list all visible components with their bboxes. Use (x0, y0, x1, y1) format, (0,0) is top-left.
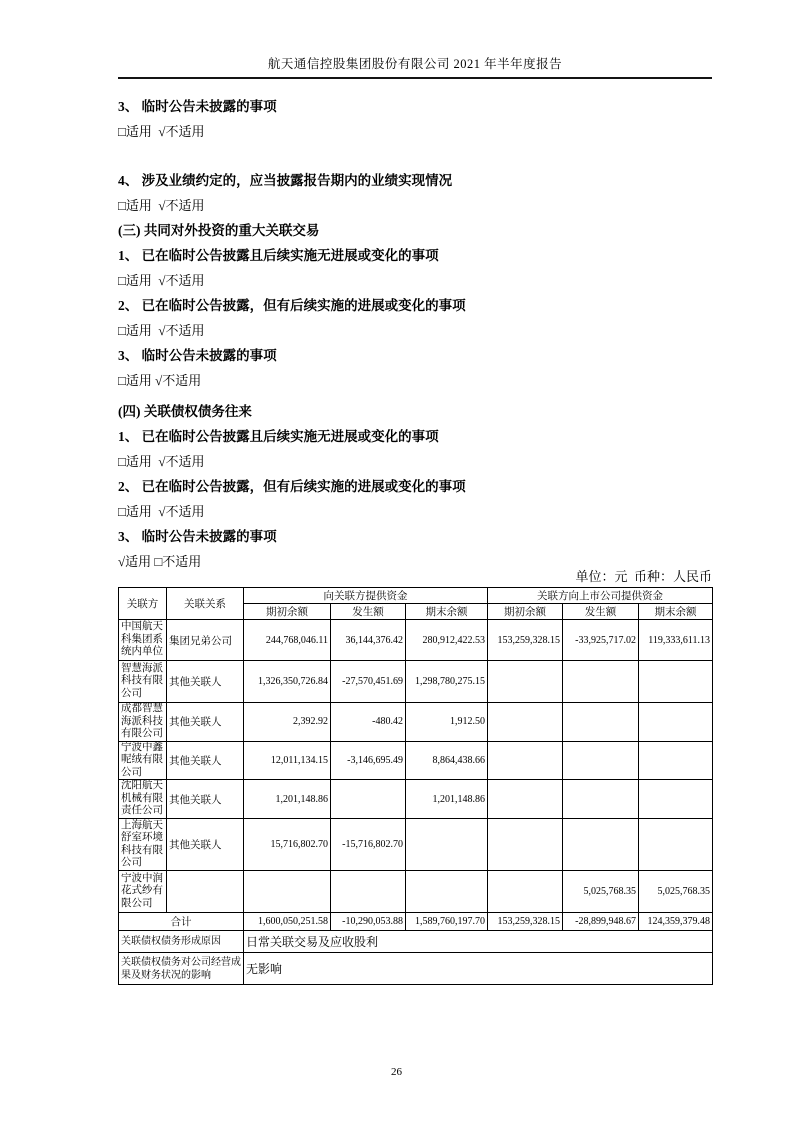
item-heading: 3、 临时公告未披露的事项 (118, 529, 277, 544)
table-row (119, 703, 713, 742)
table-row (119, 871, 713, 913)
col-header-opening-balance: 期初余额 (488, 604, 563, 620)
amount-cell (488, 871, 563, 913)
relation-cell: 集团兄弟公司 (167, 620, 244, 661)
item-heading: 2、 已在临时公告披露，但有后续实施的进展或变化的事项 (118, 479, 466, 494)
item-heading: 3、 临时公告未披露的事项 (118, 348, 277, 363)
amount-cell: 2,392.92 (244, 703, 331, 742)
debt-reason-value: 日常关联交易及应收股利 (244, 931, 713, 953)
amount-cell (563, 780, 639, 819)
total-amount-cell: -10,290,053.88 (331, 913, 406, 931)
party-cell: 宁波中鑫呢绒有限公司 (119, 741, 167, 780)
total-label: 合计 (119, 913, 244, 931)
amount-cell: -33,925,717.02 (563, 620, 639, 661)
applicability-line: □适用 √不适用 (118, 198, 205, 213)
total-amount-cell: 1,600,050,251.58 (244, 913, 331, 931)
section-heading: (三) 共同对外投资的重大关联交易 (118, 223, 320, 238)
item-heading: 4、 涉及业绩约定的，应当披露报告期内的业绩实现情况 (118, 173, 453, 188)
table-row (119, 620, 713, 661)
debt-impact-value: 无影响 (244, 953, 713, 985)
relation-cell: 其他关联人 (167, 703, 244, 742)
total-amount-cell: 153,259,328.15 (488, 913, 563, 931)
amount-cell: -480.42 (331, 703, 406, 742)
party-cell: 沈阳航天机械有限责任公司 (119, 780, 167, 819)
table-header-row (119, 588, 713, 604)
relation-cell (167, 871, 244, 913)
amount-cell (331, 871, 406, 913)
page-content (0, 54, 793, 985)
col-header-closing-balance: 期末余额 (639, 604, 713, 620)
col-header-amount-incurred: 发生额 (331, 604, 406, 620)
item-heading: 1、 已在临时公告披露且后续实施无进展或变化的事项 (118, 429, 439, 444)
applicability-line: □适用 √不适用 (118, 323, 205, 338)
party-cell: 成都智慧海派科技有限公司 (119, 703, 167, 742)
col-header-closing-balance: 期末余额 (406, 604, 488, 620)
amount-cell: 1,298,780,275.15 (406, 661, 488, 703)
relation-cell: 其他关联人 (167, 819, 244, 871)
table-row (119, 661, 713, 703)
col-header-party: 关联方 (119, 588, 167, 620)
amount-cell (331, 780, 406, 819)
related-party-table (118, 587, 713, 985)
total-row (119, 913, 713, 931)
amount-cell (639, 661, 713, 703)
item-heading: 3、 临时公告未披露的事项 (118, 99, 277, 114)
debt-impact-row (119, 953, 713, 985)
total-amount-cell: 124,359,379.48 (639, 913, 713, 931)
party-cell: 智慧海派科技有限公司 (119, 661, 167, 703)
amount-cell (563, 661, 639, 703)
applicability-line: □适用 √不适用 (118, 373, 202, 388)
relation-cell: 其他关联人 (167, 661, 244, 703)
report-title: 航天通信控股集团股份有限公司 2021 年半年度报告 (267, 57, 563, 71)
amount-cell: 119,333,611.13 (639, 620, 713, 661)
amount-cell (488, 661, 563, 703)
amount-cell (406, 871, 488, 913)
amount-cell (488, 703, 563, 742)
total-amount-cell: -28,899,948.67 (563, 913, 639, 931)
amount-cell: -27,570,451.69 (331, 661, 406, 703)
amount-cell: 5,025,768.35 (563, 871, 639, 913)
debt-impact-label: 关联债权债务对公司经营成果及财务状况的影响 (119, 953, 244, 985)
col-header-relation: 关联关系 (167, 588, 244, 620)
amount-cell: 12,011,134.15 (244, 741, 331, 780)
section-heading: (四) 关联债权债务往来 (118, 404, 252, 419)
amount-cell (563, 819, 639, 871)
item-heading: 2、 已在临时公告披露，但有后续实施的进展或变化的事项 (118, 298, 466, 313)
amount-cell: -3,146,695.49 (331, 741, 406, 780)
amount-cell: -15,716,802.70 (331, 819, 406, 871)
amount-cell (406, 819, 488, 871)
applicability-line: √适用 □不适用 (118, 554, 202, 569)
applicability-line: □适用 √不适用 (118, 454, 205, 469)
amount-cell (639, 741, 713, 780)
col-group-funds-from-related: 关联方向上市公司提供资金 (488, 588, 713, 604)
amount-cell (563, 703, 639, 742)
amount-cell: 280,912,422.53 (406, 620, 488, 661)
relation-cell: 其他关联人 (167, 780, 244, 819)
amount-cell (488, 819, 563, 871)
page-header (118, 54, 712, 79)
amount-cell: 36,144,376.42 (331, 620, 406, 661)
amount-cell (244, 871, 331, 913)
page-number: 26 (391, 1066, 402, 1078)
item-heading: 1、 已在临时公告披露且后续实施无进展或变化的事项 (118, 248, 439, 263)
amount-cell: 15,716,802.70 (244, 819, 331, 871)
total-amount-cell: 1,589,760,197.70 (406, 913, 488, 931)
amount-cell (563, 741, 639, 780)
unit-note: 单位：元 币种：人民币 (575, 569, 712, 584)
relation-cell: 其他关联人 (167, 741, 244, 780)
amount-cell: 153,259,328.15 (488, 620, 563, 661)
amount-cell: 1,201,148.86 (244, 780, 331, 819)
amount-cell: 1,326,350,726.84 (244, 661, 331, 703)
applicability-line: □适用 √不适用 (118, 504, 205, 519)
amount-cell: 5,025,768.35 (639, 871, 713, 913)
table-row (119, 780, 713, 819)
amount-cell: 1,912.50 (406, 703, 488, 742)
amount-cell (639, 819, 713, 871)
amount-cell (488, 780, 563, 819)
debt-reason-row (119, 931, 713, 953)
col-header-amount-incurred: 发生额 (563, 604, 639, 620)
amount-cell (639, 780, 713, 819)
col-header-opening-balance: 期初余额 (244, 604, 331, 620)
party-cell: 上海航天舒室环境科技有限公司 (119, 819, 167, 871)
applicability-line: □适用 √不适用 (118, 124, 205, 139)
party-cell: 宁波中润花式纱有限公司 (119, 871, 167, 913)
amount-cell: 244,768,046.11 (244, 620, 331, 661)
amount-cell (639, 703, 713, 742)
amount-cell: 1,201,148.86 (406, 780, 488, 819)
debt-reason-label: 关联债权债务形成原因 (119, 931, 244, 953)
amount-cell (488, 741, 563, 780)
applicability-line: □适用 √不适用 (118, 273, 205, 288)
table-row (119, 741, 713, 780)
table-row (119, 819, 713, 871)
col-group-funds-to-related: 向关联方提供资金 (244, 588, 488, 604)
party-cell: 中国航天科集团系统内单位 (119, 620, 167, 661)
amount-cell: 8,864,438.66 (406, 741, 488, 780)
